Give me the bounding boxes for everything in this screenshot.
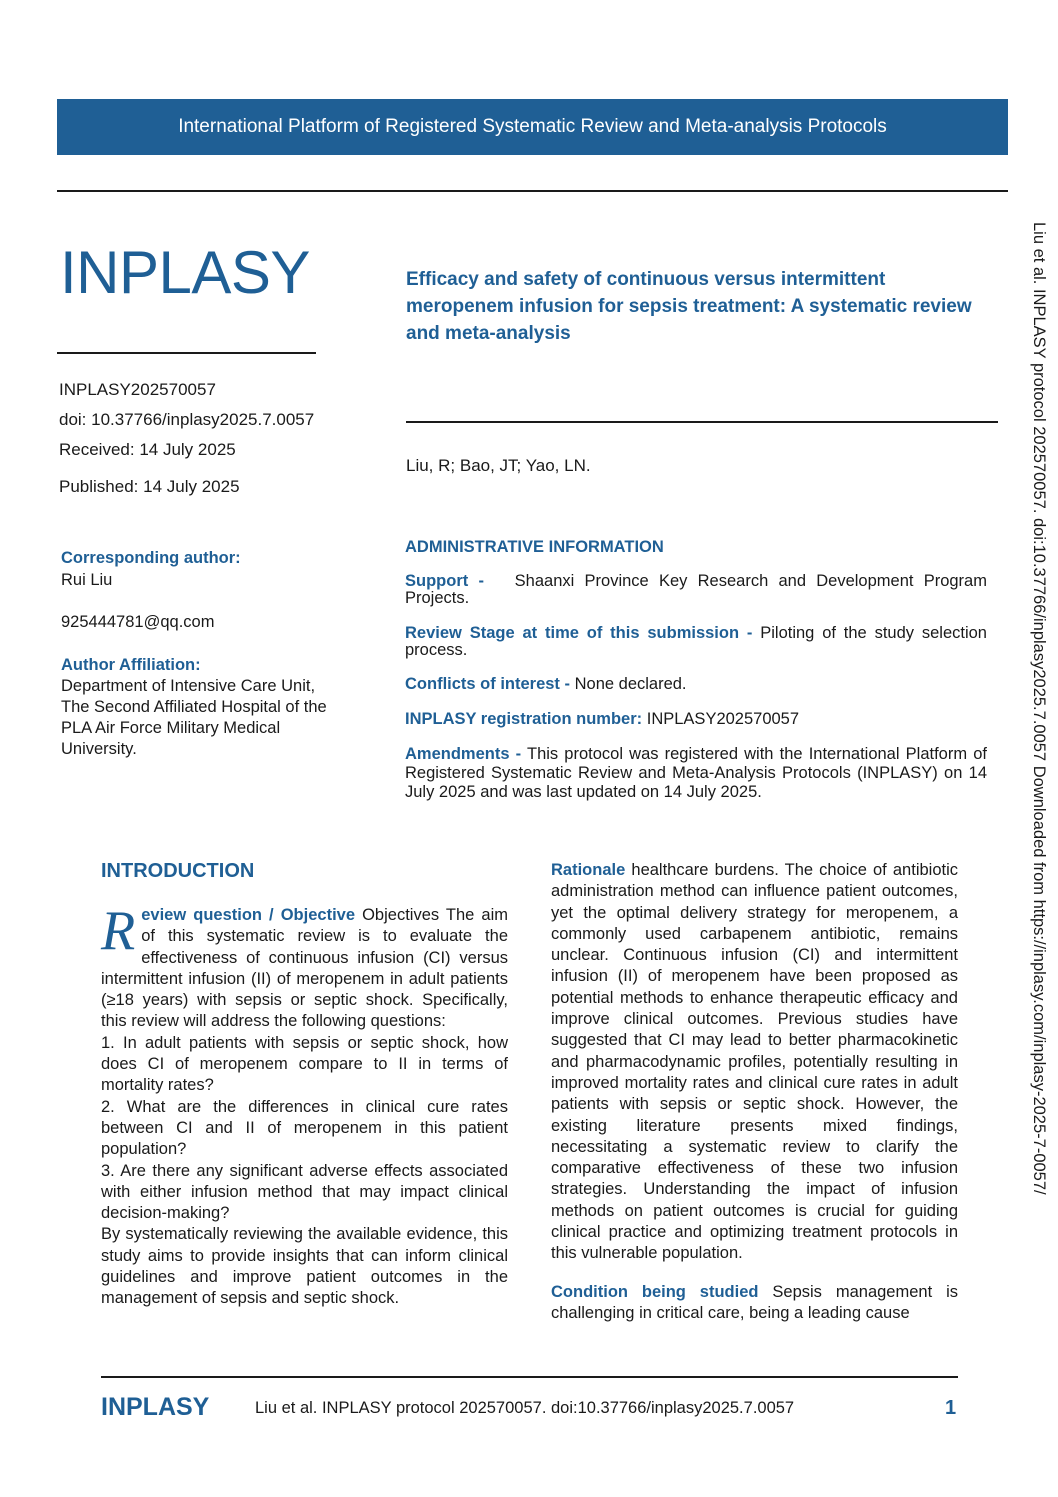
header-divider xyxy=(57,190,1008,192)
affiliation-line: PLA Air Force Military Medical xyxy=(61,719,281,737)
question-item: 1. In adult patients with sepsis or septic shock, how does CI of meropenem compare to II in terms of mortality rates? xyxy=(101,1033,508,1095)
question-item: 3. Are there any significant adverse effects associated with either infusion method that may impact clinical decision-making? xyxy=(101,1161,508,1223)
support-label: Support - xyxy=(405,572,484,590)
protocol-title: Efficacy and safety of continuous versus intermittent meropenem infusion for sepsis treatment: A systematic review and meta-analysis xyxy=(406,269,972,344)
affiliation-line: Department of Intensive Care Unit, xyxy=(61,677,316,695)
corresponding-author-email[interactable]: 925444781@qq.com xyxy=(61,613,215,631)
review-question-text: Objectives The aim of this systematic review is to evaluate the effectiveness of continuous infusion (CI) versus intermittent infusion (II) of meropenem in adult patients (≥18 years) with sepsis or septic shock. Specifically, this review will address the following questions: xyxy=(101,906,508,1031)
affiliation-line: University. xyxy=(61,740,137,758)
support-text: Shaanxi Province Key Research and Development Program Projects. xyxy=(405,572,987,607)
footer-brand: INPLASY xyxy=(101,1393,210,1421)
registration-number: INPLASY202570057 xyxy=(646,710,800,728)
rationale-column xyxy=(551,860,958,1324)
drop-cap: R xyxy=(101,900,136,962)
amendments-entry xyxy=(405,745,987,802)
condition-text: Sepsis management is challenging in critical care, being a leading cause xyxy=(551,1282,958,1322)
registration-entry xyxy=(405,711,987,728)
question-item: 2. What are the differences in clinical cure rates between CI and II of meropenem in this patient population? xyxy=(101,1097,508,1159)
protocol-doi: doi: 10.37766/inplasy2025.7.0057 xyxy=(59,410,315,429)
closing-paragraph: By systematically reviewing the available evidence, this study aims to provide insights that can inform clinical guidelines and improve patient outcomes in the management of sepsis and septic shock. xyxy=(101,1225,508,1308)
review-question-column xyxy=(101,900,508,1310)
footer-citation: Liu et al. INPLASY protocol 202570057. doi:10.37766/inplasy2025.7.0057 xyxy=(255,1399,795,1417)
author-list: Liu, R; Bao, JT; Yao, LN. xyxy=(406,456,591,475)
affiliation-label: Author Affiliation: xyxy=(61,656,201,674)
banner-text: International Platform of Registered Systematic Review and Meta-analysis Protocols xyxy=(178,116,887,137)
published-date: Published: 14 July 2025 xyxy=(59,477,240,496)
condition-label: Condition being studied xyxy=(551,1282,759,1301)
protocol-id: INPLASY202570057 xyxy=(59,380,216,399)
rationale-text: healthcare burdens. The choice of antibiotic administration method can influence patient outcomes, yet the optimal delivery strategy for meropenem, a commonly used carbapenem antibiotic, remains unclear. Continuous infusion (CI) and intermittent infusion (II) of meropenem have been proposed as potential methods to enhance therapeutic efficacy and improve clinical outcomes. Previous studies have suggested that CI may lead to better pharmacokinetic and pharmacodynamic profiles, potentially resulting in improved mortality rates and clinical cure rates in adult patients with sepsis or septic shock. However, the existing literature presents mixed findings, necessitating a systematic review to clarify the comparative effectiveness of these two infusion strategies. Understanding the impact of infusion methods on patient outcomes is crucial for guiding clinical practice and optimizing treatment protocols in this vulnerable population. xyxy=(551,861,958,1263)
corresponding-author-label: Corresponding author: xyxy=(61,549,241,567)
introduction-heading: INTRODUCTION xyxy=(101,860,255,882)
brand-logo-text: INPLASY xyxy=(60,239,310,306)
support-entry xyxy=(405,573,987,607)
page-number: 1 xyxy=(945,1397,957,1419)
footer-divider xyxy=(101,1376,958,1378)
conflicts-label: Conflicts of interest - xyxy=(405,675,571,693)
registration-label: INPLASY registration number: xyxy=(405,710,643,728)
site-banner xyxy=(57,99,1008,155)
amendments-text: This protocol was registered with the International Platform of Registered Systematic Review and Meta-Analysis Protocols (INPLASY) on 14 July 2025 and was last updated on 14 July 2025. xyxy=(405,745,987,801)
amendments-label: Amendments - xyxy=(405,745,522,763)
download-sidebar: Liu et al. INPLASY protocol 202570057. doi:10.37766/inplasy2025.7.0057 Downloaded from https://inplasy.com/inplasy-2025-7-0057/ xyxy=(1030,222,1048,1195)
affiliation-line: The Second Affiliated Hospital of the xyxy=(61,698,327,716)
corresponding-author-name: Rui Liu xyxy=(61,571,113,589)
conflicts-entry xyxy=(405,676,987,693)
rationale-label: Rationale xyxy=(551,861,626,879)
received-date: Received: 14 July 2025 xyxy=(59,440,236,459)
conflicts-text: None declared. xyxy=(574,675,687,693)
review-question-label: eview question / Objective xyxy=(141,906,356,924)
brand-underline xyxy=(57,352,316,354)
title-divider xyxy=(406,421,998,423)
review-stage-text: Piloting of the study selection process. xyxy=(405,624,987,659)
review-stage-label: Review Stage at time of this submission - xyxy=(405,624,753,642)
review-stage-entry xyxy=(405,625,987,659)
affiliation-block xyxy=(61,655,327,760)
admin-heading: ADMINISTRATIVE INFORMATION xyxy=(405,538,664,556)
